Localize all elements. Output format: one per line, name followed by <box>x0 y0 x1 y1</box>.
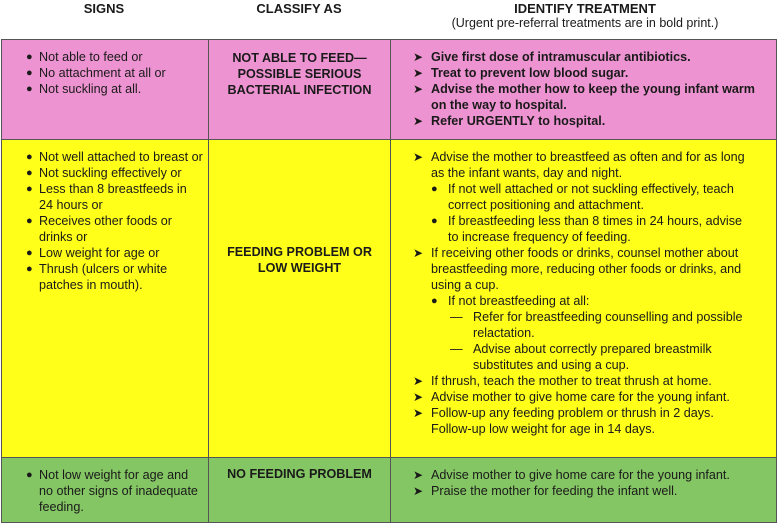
list-item: ● Not able to feed or <box>26 49 204 65</box>
sub-list <box>431 293 756 373</box>
classification-cell <box>209 40 391 140</box>
treatment-cell <box>391 458 777 523</box>
treatment-cell <box>391 140 777 458</box>
list-item <box>413 149 756 245</box>
list-item: ➤ Praise the mother for feeding the infant well. <box>413 483 756 499</box>
list-item <box>431 293 756 373</box>
list-item: ● Low weight for age or <box>26 245 204 261</box>
classification-cell <box>209 140 391 458</box>
list-item: ● If not well attached or not suckling effectively, teach correct positioning and attachment. <box>431 181 756 213</box>
treatment-text: If not breastfeeding at all: <box>448 294 590 308</box>
list-item <box>413 405 756 437</box>
treatment-list <box>391 140 776 437</box>
treatment-text: If receiving other foods or drinks, counsel mother about breastfeeding more, reducing other foods or drinks, and using a cup. <box>431 246 742 292</box>
dash-list <box>448 309 756 373</box>
sub-list <box>431 181 756 245</box>
list-item: ➤ Give first dose of intramuscular antibiotics. <box>413 49 756 65</box>
column-header-classify: CLASSIFY AS <box>256 1 342 16</box>
classification-table <box>1 39 777 523</box>
list-item: — Refer for breastfeeding counselling and possible relactation. <box>448 309 756 341</box>
column-header-treatment: IDENTIFY TREATMENT <box>514 1 656 16</box>
table-header <box>0 0 780 40</box>
classification-label: NOT ABLE TO FEED—POSSIBLE SERIOUS BACTERIAL INFECTION <box>227 51 372 97</box>
table-row-feeding-problem <box>2 140 777 458</box>
classification-label: FEEDING PROBLEM OR LOW WEIGHT <box>227 245 372 275</box>
column-header-signs: SIGNS <box>83 1 125 16</box>
treatment-cell <box>391 40 777 140</box>
list-item: ➤ Advise mother to give home care for the young infant. <box>413 389 756 405</box>
treatment-text: Follow-up low weight for age in 14 days. <box>431 422 656 436</box>
signs-list <box>2 40 208 97</box>
signs-cell <box>2 40 209 140</box>
signs-cell <box>2 140 209 458</box>
list-item: ➤ Advise the mother how to keep the young infant warm on the way to hospital. <box>413 81 756 113</box>
list-item: ● Not suckling effectively or <box>26 165 204 181</box>
signs-list <box>2 140 208 293</box>
list-item: ➤ Refer URGENTLY to hospital. <box>413 113 756 129</box>
table-row-no-problem <box>2 458 777 523</box>
list-item: ● Less than 8 breastfeeds in 24 hours or <box>26 181 204 213</box>
classification-cell <box>209 458 391 523</box>
list-item <box>413 245 756 373</box>
list-item: ● Thrush (ulcers or white patches in mouth). <box>26 261 204 293</box>
list-item: — Advise about correctly prepared breastmilk substitutes and using a cup. <box>448 341 756 373</box>
signs-list <box>2 458 208 515</box>
list-item: ● Not well attached to breast or <box>26 149 204 165</box>
treatment-list <box>391 458 776 499</box>
list-item: ● Not suckling at all. <box>26 81 204 97</box>
list-item: ➤ Treat to prevent low blood sugar. <box>413 65 756 81</box>
table-row-severe <box>2 40 777 140</box>
treatment-text: Advise the mother to breastfeed as often and for as long as the infant wants, day and night. <box>431 150 745 180</box>
treatment-text: ➤ Follow-up any feeding problem or thrush in 2 days. <box>431 406 714 420</box>
signs-cell <box>2 458 209 523</box>
list-item: ➤ If thrush, teach the mother to treat thrush at home. <box>413 373 756 389</box>
treatment-note: (Urgent pre-referral treatments are in bold print.) <box>451 16 719 30</box>
classification-label: NO FEEDING PROBLEM <box>227 467 372 481</box>
list-item: ● If breastfeeding less than 8 times in 24 hours, advise to increase frequency of feeding. <box>431 213 756 245</box>
treatment-list <box>391 40 776 129</box>
list-item: ● Not low weight for age and no other signs of inadequate feeding. <box>26 467 204 515</box>
list-item: ● Receives other foods or drinks or <box>26 213 204 245</box>
list-item: ● No attachment at all or <box>26 65 204 81</box>
list-item: ➤ Advise mother to give home care for the young infant. <box>413 467 756 483</box>
